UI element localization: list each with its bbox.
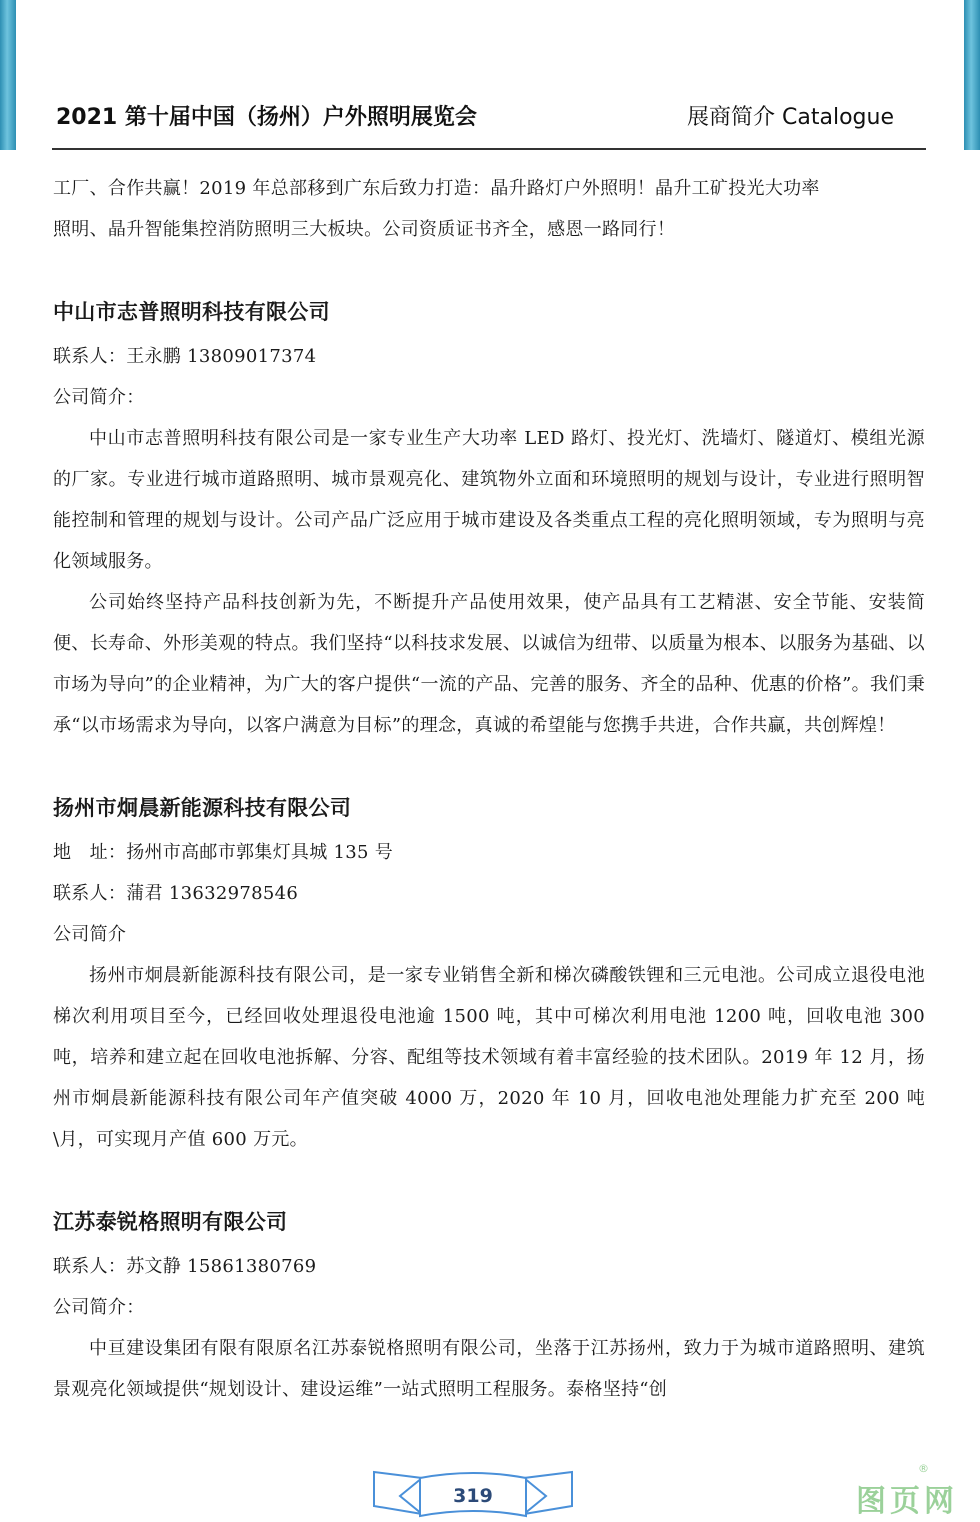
company-contact: 联系人：苏文静 15861380769 — [53, 1256, 317, 1277]
company-paragraph: 中亘建设集团有限有限原名江苏泰锐格照明有限公司，坐落于江苏扬州，致力于为城市道路照明、建筑景观亮化领域提供“规划设计、建设运维”一站式照明工程服务。泰格坚持“创 — [53, 1338, 925, 1400]
company-intro-label: 公司简介： — [53, 387, 145, 408]
intro-line: 工厂、合作共赢！2019 年总部移到广东后致力打造：晶升路灯户外照明！晶升工矿投光大功率 — [53, 178, 820, 199]
watermark-logo: 图页网 — [856, 1484, 958, 1519]
company-contact: 联系人：王永鹏 13809017374 — [53, 346, 317, 367]
left-decorative-bar — [0, 0, 16, 150]
section-title: 展商简介 Catalogue — [687, 105, 894, 130]
company-intro-label: 公司简介 — [53, 924, 127, 945]
page-header — [56, 98, 924, 138]
registered-mark: ® — [918, 1462, 929, 1475]
intro-line: 照明、晶升智能集控消防照明三大板块。公司资质证书齐全，感恩一路同行！ — [53, 219, 676, 240]
company-paragraph: 公司始终坚持产品科技创新为先，不断提升产品使用效果，使产品具有工艺精湛、安全节能、安装简便、长寿命、外形美观的特点。我们坚持“以科技求发展、以诚信为纽带、以质量为根本、以服务为基础、以市场为导向”的企业精神，为广大的客户提供“一流的产品、完善的服务、齐全的品种、优惠的价格”。我们秉承“以市场需求为导向，以客户满意为目标”的理念，真诚的希望能与您携手共进，合作共赢，共创辉煌！ — [53, 592, 925, 736]
company-name: 中山市志普照明科技有限公司 — [53, 300, 330, 324]
company-name: 扬州市炯晨新能源科技有限公司 — [53, 796, 352, 820]
company-address: 地 址：扬州市高邮市郭集灯具城 135 号 — [53, 842, 394, 863]
page-number: 319 — [453, 1485, 493, 1507]
company-entry-tairuige — [53, 1198, 925, 1410]
company-paragraph: 扬州市炯晨新能源科技有限公司，是一家专业销售全新和梯次磷酸铁锂和三元电池。公司成立退役电池梯次利用项目至今，已经回收处理退役电池逾 1500 吨，其中可梯次利用电池 1200 吨，回收电池 300 吨，培养和建立起在回收电池拆解、分容、配组等技术领域有着丰富经验的技术团队。2019 年 12 月，扬州市炯晨新能源科技有限公司年产值突破 4000 万，2020 年 10 月，回收电池处理能力扩充至 200 吨\月，可实现月产值 600 万元。 — [53, 965, 925, 1150]
right-decorative-bar — [964, 0, 980, 150]
company-intro-label: 公司简介： — [53, 1297, 145, 1318]
company-contact: 联系人：蒲君 13632978546 — [53, 883, 299, 904]
company-paragraph: 中山市志普照明科技有限公司是一家专业生产大功率 LED 路灯、投光灯、洗墙灯、隧道灯、模组光源的厂家。专业进行城市道路照明、城市景观亮化、建筑物外立面和环境照明的规划与设计，专业进行照明智能控制和管理的规划与设计。公司产品广泛应用于城市建设及各类重点工程的亮化照明领域，专为照明与亮化领域服务。 — [53, 428, 925, 572]
company-entry-jiongchen — [53, 784, 925, 1160]
header-divider — [52, 148, 926, 150]
exhibition-title: 2021 第十届中国（扬州）户外照明展览会 — [56, 105, 477, 130]
company-entry-zhipu — [53, 288, 925, 746]
company-name: 江苏泰锐格照明有限公司 — [53, 1210, 288, 1234]
page-content — [53, 168, 925, 1410]
